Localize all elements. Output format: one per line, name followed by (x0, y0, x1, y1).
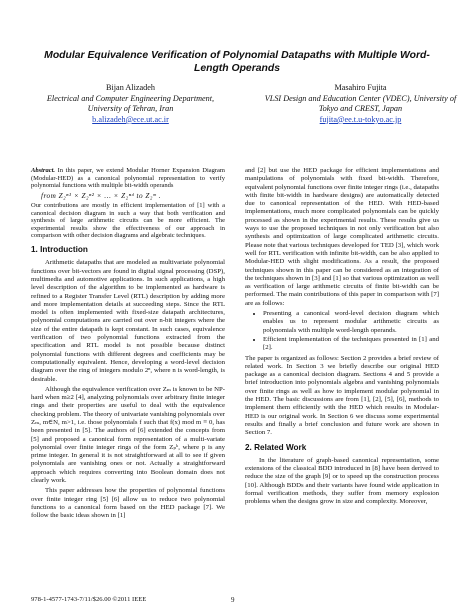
list-item: • Efficient implementation of the techniques presented in [1] and [2]. (263, 336, 439, 353)
paragraph: Although the equivalence verification over Zₘ is known to be NP-hard when m≥2 [4], analyzing polynomials over arbitrary finite integer rings and their properties are useful to deal with the equivalence checking problem. The theory of univariate vanishing polynomials over Zₘ, m∈N, m>1, i.e. those polynomials f such that f(x) mod m ≡ 0, has been presented in [5]. The authors of [6] extended the concepts from [5] and proposed a canonical form representation of a multi-variate polynomial over finite integer rings of the form Zₚᵏ, where p is any prime integer. In general it is not straightforward at all to see if given polynomials are vanishing ones or not. Actually a straightforward approach which requires converting into Boolean domain does not clearly work. (31, 385, 225, 485)
author-block-2 (263, 83, 458, 125)
list-item: • Presenting a canonical word-level decision diagram which enables us to represent modular arithmetic circuits as polynomials with multiple word-length operands. (263, 310, 439, 335)
paragraph: The paper is organized as follows: Section 2 provides a brief review of related work. In Section 3 we briefly describe our original HED package as a canonical decision diagram. Sections 4 and 5 provide a brief introduction into polynomials algebra and vanishing polynomials over finite rings as well as how to implement modular polynomial in the HED. The basic discussions are from [1], [2], [5], [6], methods to implement them efficiently with the HED which results in Modular-HED is our original work. In Section 6 we discuss some experimental results and finally a brief conclusion and future work are shown in Section 7. (245, 354, 439, 437)
section-heading-related-work: 2. Related Work (245, 442, 307, 452)
author-name: Bijan Alizadeh (106, 83, 155, 92)
paragraph: In the literature of graph-based canonical representation, some extensions of the classical BDD introduced in [8] have been derived to reduce the size of the graph [9] or to speed up the construction process [10]. Although BDDs and their variants have found wide application in formal verification methods, they suffer from memory explosion problems when the designs grow in size and complexity. Moreover, (245, 456, 439, 506)
section-heading-introduction: 1. Introduction (31, 245, 88, 255)
paragraph: Arithmetic datapaths that are modeled as multivariate polynomial functions over bit-vectors are found in digital signal processing (DSP), multimedia and automotive applications. In such applications, a high level description of the algorithm to be implemented as hardware is refined to a Register Transfer Level (RTL) description by adding more and more implementation details at succeeding steps. Since the RTL model is often implemented with fixed-size datapath architectures, polynomial computations are carried out over n-bit integers where the size of the entire datapath is kept constant. In such cases, equivalence verification of two polynomial functions extracted from the specification and RTL model is not possible because distinct polynomial functions with different degrees and coefficients may be computationally equivalent. Hence, developing a word-level decision diagram over the ring of integers modulo 2ⁿ, where n is word-length, is desirable. (31, 259, 225, 383)
paragraph: and [2] but use the HED package for efficient implementations and manipulations of polynomials with fixed bit-width. Therefore, equivalent polynomial functions over finite integer rings (i.e., datapaths with finite bit-width in hardware designs) are automatically detected due to canonical representation of the HED. With HED-based implementations, much more complicated polynomials can be quickly processed as shown in the experimental results. These results give us ways to use the proposed techniques in not only verification but also synthesis and optimization of large complicated arithmetic circuits. Please note that various techniques developed for TED [3], which work well for RTL verification with infinite bit-width, can be also applied to Modular-HED with slight modifications. As a result, the proposed techniques shown in this paper can be considered as an integration of the techniques shown in [3] and [1] so that various optimization as well as verification of large arithmetic circuits of finite bit-width can be performed. The main contributions of this paper in comparison with [7] are as follows: (245, 167, 439, 307)
page-number: 9 (231, 596, 235, 604)
abstract-text-continued: Our contributions are mostly in efficient implementation of [1] with a canonical decision diagram in such a way that both verification and synthesis of large arithmetic circuits can be more efficient. The experimental results show the effectiveness of our approach in comparison with other decision diagrams and algebraic techniques. (31, 202, 225, 240)
abstract-text: In this paper, we extend Modular Horner Expansion Diagram (Modular-HED) as a canonical polynomial representation to verify polynomial functions with multiple bit-width operands (31, 167, 225, 190)
abstract-equation: from Z₂ⁿ¹ × Z₂ⁿ² × … × Z₂ⁿᵈ to Z₂ᵐ . (41, 191, 161, 200)
author-block-1 (33, 83, 228, 125)
abstract-label: Abstract. (31, 167, 56, 174)
abstract (31, 167, 225, 190)
right-column (245, 167, 439, 509)
contributions-list (245, 310, 439, 352)
copyright-notice: 978-1-4577-1743-7/11/$26.00 ©2011 IEEE (31, 596, 147, 603)
author-name: Masahiro Fujita (334, 83, 387, 92)
paragraph: This paper addresses how the properties of polynomial functions over finite integer ring [5] [6] allow us to reduce two polynomial functions to a canonical form based on the HED package [7]. We follow the basic ideas shown in [1] (31, 487, 225, 520)
paper-title: Modular Equivalence Verification of Polynomial Datapaths with Multiple Word-Length Operands (44, 50, 430, 74)
author-affiliation: Electrical and Computer Engineering Department, University of Tehran, Iran (46, 93, 215, 114)
author-email-link[interactable]: b.alizadeh@ece.ut.ac.ir (92, 114, 169, 124)
author-affiliation: VLSI Design and Education Center (VDEC), University of Tokyo and CREST, Japan (264, 93, 457, 114)
author-email-link[interactable]: fujita@ee.t.u-tokyo.ac.jp (319, 114, 402, 124)
left-column (31, 167, 225, 523)
